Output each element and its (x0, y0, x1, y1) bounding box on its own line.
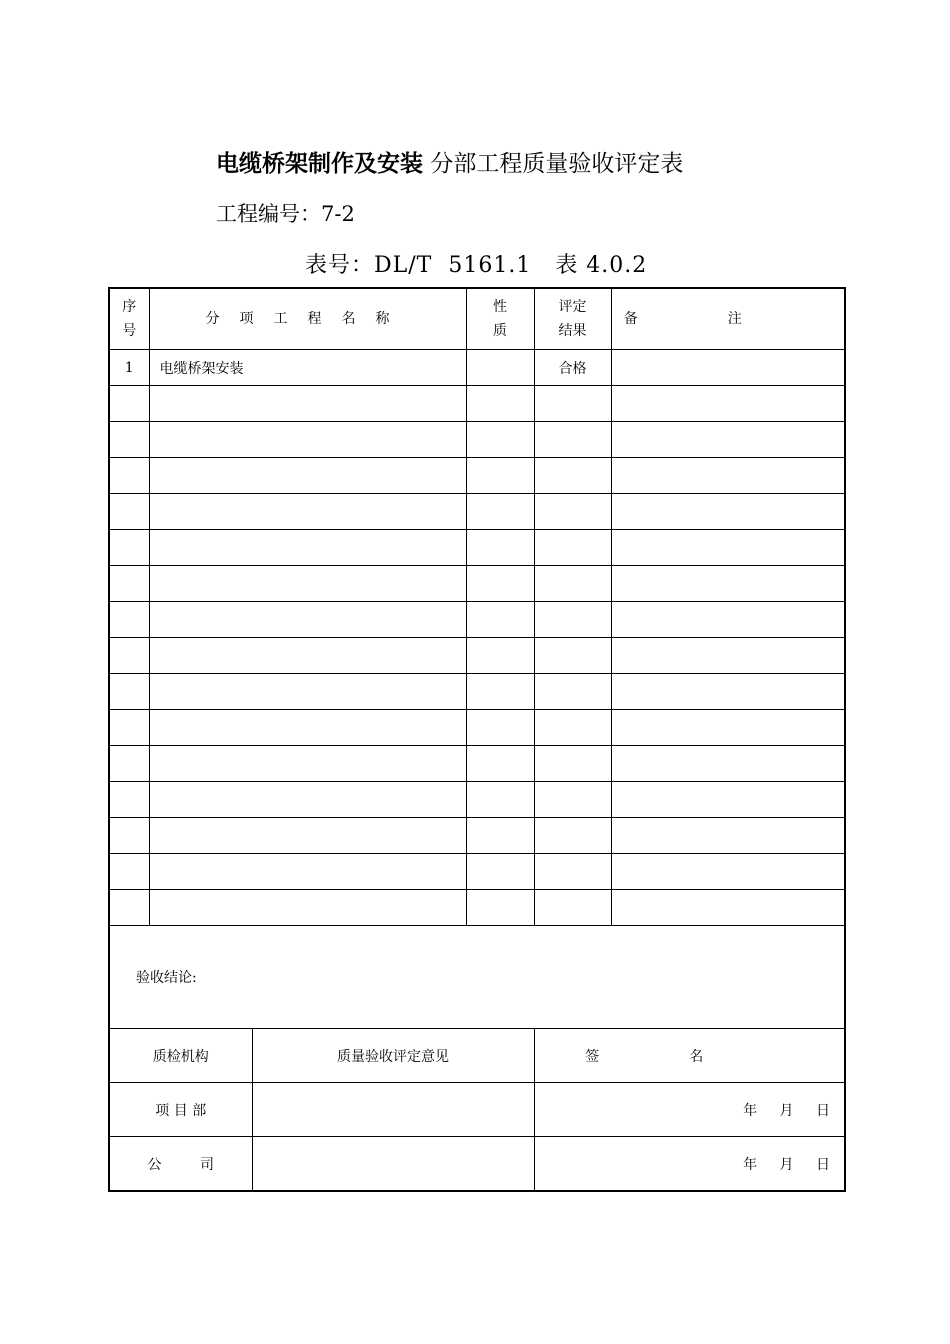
header-result: 评定 结果 (534, 288, 611, 350)
row-seq (109, 674, 149, 710)
row-seq (109, 854, 149, 890)
table-header (109, 288, 845, 350)
row-remark (611, 422, 845, 458)
table-row (109, 638, 845, 674)
row-name (149, 602, 466, 638)
bottom-org: 项 目 部 (109, 1083, 252, 1137)
title-bold: 电缆桥架制作及安装 (216, 151, 423, 177)
row-remark (611, 854, 845, 890)
row-nature (466, 638, 534, 674)
row-result (534, 458, 611, 494)
row-name (149, 746, 466, 782)
row-nature (466, 530, 534, 566)
row-result (534, 818, 611, 854)
row-name (149, 458, 466, 494)
table-row (109, 494, 845, 530)
row-seq (109, 782, 149, 818)
row-remark (611, 566, 845, 602)
bottom-row-company (109, 1137, 845, 1192)
table-row (109, 458, 845, 494)
row-seq (109, 530, 149, 566)
bottom-header-row (109, 1029, 845, 1083)
row-name (149, 674, 466, 710)
table-row (109, 890, 845, 926)
row-name (149, 386, 466, 422)
table-row (109, 710, 845, 746)
table-row (109, 818, 845, 854)
row-nature (466, 566, 534, 602)
header-name: 分项工程名称 (149, 288, 466, 350)
row-result (534, 854, 611, 890)
row-remark (611, 350, 845, 386)
row-result (534, 530, 611, 566)
table-row (109, 746, 845, 782)
row-nature (466, 890, 534, 926)
row-seq (109, 386, 149, 422)
row-result (534, 674, 611, 710)
row-nature (466, 782, 534, 818)
row-result (534, 566, 611, 602)
evaluation-table (108, 287, 846, 1192)
row-nature (466, 386, 534, 422)
table-row (109, 854, 845, 890)
row-name (149, 494, 466, 530)
table-row (109, 386, 845, 422)
row-nature (466, 854, 534, 890)
row-seq (109, 494, 149, 530)
row-remark (611, 602, 845, 638)
row-name (149, 890, 466, 926)
project-number (216, 198, 355, 228)
row-result (534, 494, 611, 530)
row-result (534, 746, 611, 782)
row-result (534, 890, 611, 926)
row-name (149, 710, 466, 746)
row-name: 电缆桥架安装 (149, 350, 466, 386)
row-nature (466, 350, 534, 386)
row-seq (109, 566, 149, 602)
row-nature (466, 746, 534, 782)
row-seq (109, 818, 149, 854)
table-row (109, 782, 845, 818)
bottom-opinion (252, 1137, 534, 1192)
row-nature (466, 422, 534, 458)
row-seq (109, 710, 149, 746)
row-nature (466, 602, 534, 638)
row-result (534, 782, 611, 818)
row-remark (611, 530, 845, 566)
project-label: 工程编号： (216, 202, 321, 226)
row-remark (611, 458, 845, 494)
header-seq: 序 号 (109, 288, 149, 350)
row-seq (109, 602, 149, 638)
title-normal: 分部工程质量验收评定表 (430, 151, 684, 177)
row-remark (611, 494, 845, 530)
row-nature (466, 818, 534, 854)
row-remark (611, 638, 845, 674)
row-remark (611, 890, 845, 926)
row-result (534, 638, 611, 674)
row-nature (466, 710, 534, 746)
bottom-row-project (109, 1083, 845, 1137)
row-result (534, 422, 611, 458)
row-seq (109, 638, 149, 674)
table-row (109, 350, 845, 386)
bottom-header-sign: 签名 (534, 1029, 845, 1083)
form-label: 表号： (305, 253, 375, 278)
row-name (149, 530, 466, 566)
row-seq (109, 458, 149, 494)
table-row (109, 602, 845, 638)
page-title (216, 145, 683, 178)
header-nature: 性 质 (466, 288, 534, 350)
bottom-org: 公 司 (109, 1137, 252, 1192)
row-result: 合格 (534, 350, 611, 386)
row-remark (611, 674, 845, 710)
bottom-header-org: 质检机构 (109, 1029, 252, 1083)
row-name (149, 422, 466, 458)
table-row (109, 422, 845, 458)
bottom-date: 年 月 日 (534, 1083, 845, 1137)
row-name (149, 782, 466, 818)
bottom-opinion (252, 1083, 534, 1137)
bottom-date: 年 月 日 (534, 1137, 845, 1192)
conclusion-label: 验收结论: (109, 926, 845, 1029)
row-result (534, 602, 611, 638)
table-row (109, 566, 845, 602)
row-name (149, 854, 466, 890)
form-value: DL/T 5161.1 表 4.0.2 (374, 253, 648, 278)
row-remark (611, 746, 845, 782)
row-seq (109, 422, 149, 458)
header-remark: 备注 (611, 288, 845, 350)
row-result (534, 386, 611, 422)
row-remark (611, 386, 845, 422)
row-remark (611, 710, 845, 746)
form-number (305, 248, 647, 279)
row-nature (466, 494, 534, 530)
row-seq (109, 746, 149, 782)
row-remark (611, 782, 845, 818)
row-nature (466, 674, 534, 710)
row-result (534, 710, 611, 746)
project-value: 7-2 (321, 202, 355, 226)
row-name (149, 566, 466, 602)
table-row (109, 530, 845, 566)
bottom-header-opinion: 质量验收评定意见 (252, 1029, 534, 1083)
row-seq: 1 (109, 350, 149, 386)
row-nature (466, 458, 534, 494)
row-name (149, 638, 466, 674)
table-row (109, 674, 845, 710)
row-name (149, 818, 466, 854)
row-seq (109, 890, 149, 926)
row-remark (611, 818, 845, 854)
conclusion-row (109, 926, 845, 1029)
